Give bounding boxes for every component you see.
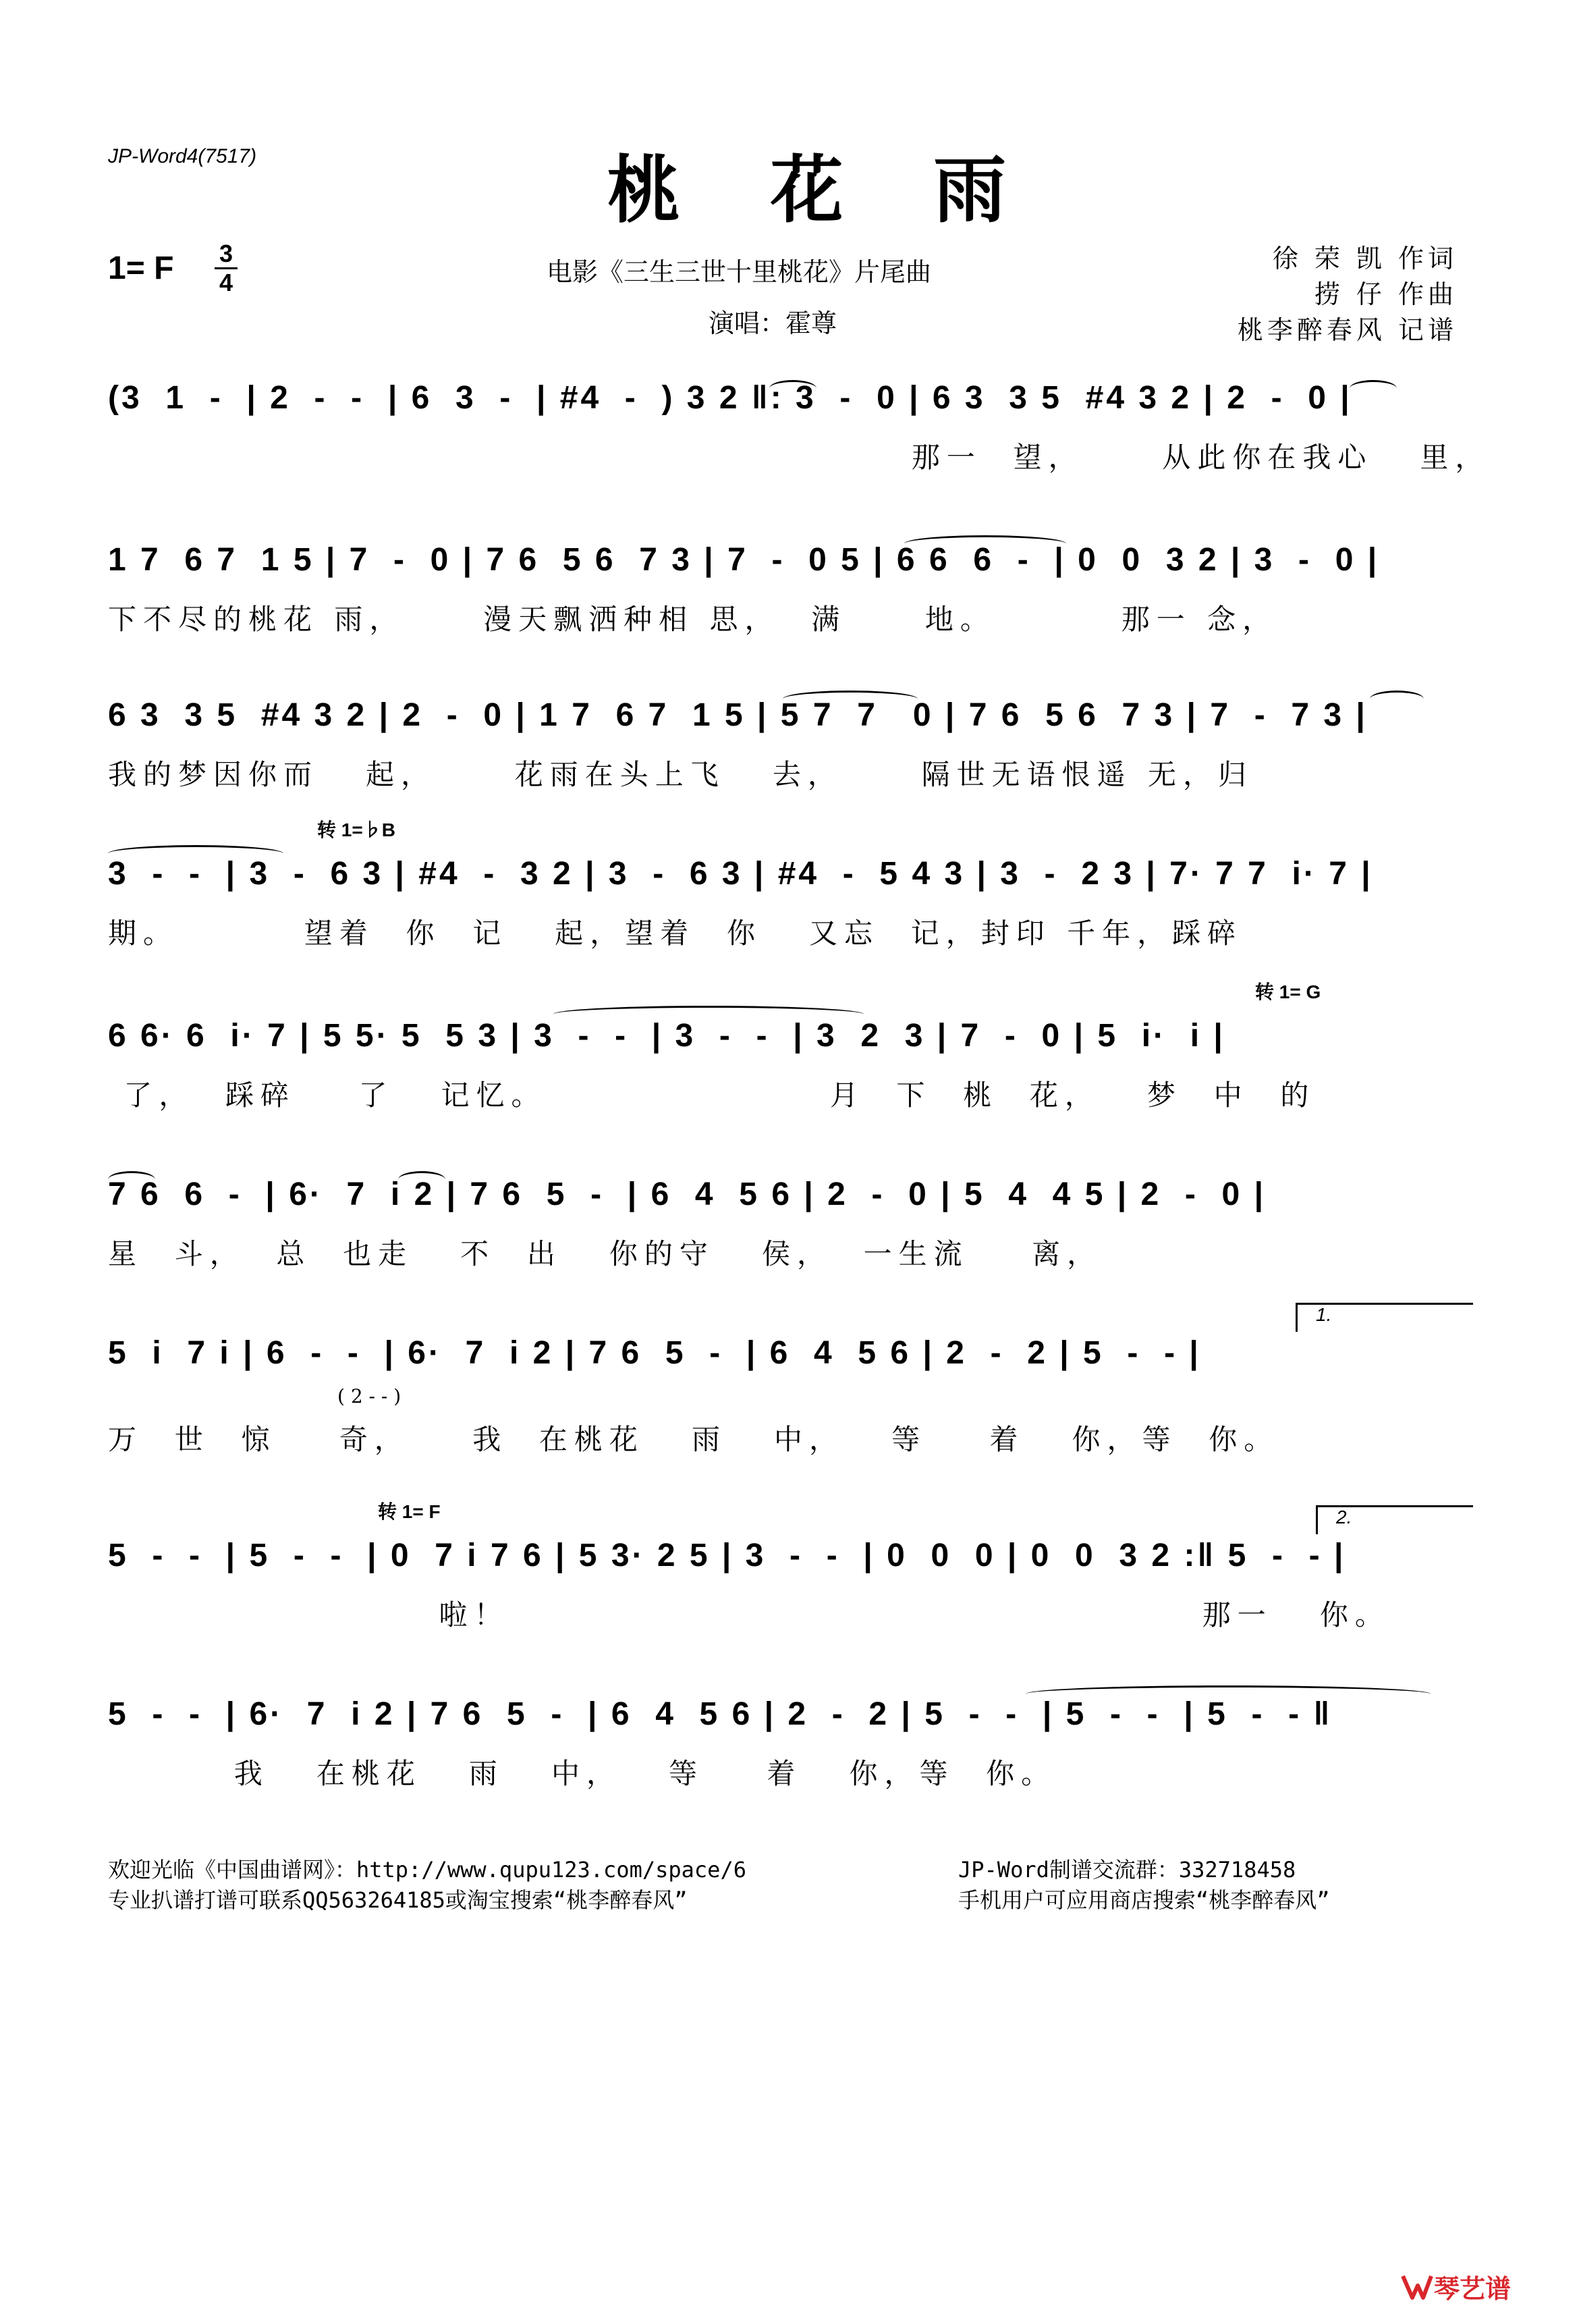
lyric-line: 星 斗， 总 也走 不 出 你的守 侯， 一生流 离， [108, 1237, 1103, 1270]
footer-mobile: 手机用户可应用商店搜索“桃李醉春风” [958, 1887, 1330, 1913]
key-signature: 1= F [108, 250, 174, 286]
logo-text: 琴艺谱 [1434, 2274, 1512, 2304]
first-ending-label: 1. [1316, 1304, 1332, 1325]
tie-arc [1026, 1685, 1431, 1702]
time-top: 3 [219, 240, 233, 267]
lyric-line: 啦！ 那一 你。 [108, 1598, 1390, 1631]
tie-arc [553, 1006, 864, 1023]
notation-line: 5 - - | 5 - - | 0 7 i 7 6 | 5 3· 2 5 | 3 - - | 0 0 0 | 0 0 3 2 :‖ 5 - - | [108, 1538, 1346, 1573]
tie-arc [1370, 691, 1424, 707]
footer-website: 欢迎光临《中国曲谱网》：http://www.qupu123.com/space/6 [108, 1857, 746, 1883]
page-title: 桃 花 雨 [607, 148, 1039, 233]
lyric-line: 了， 踩碎 了 记忆。 月 下 桃 花， 梦 中 的 [108, 1079, 1316, 1112]
footer-contact: 专业扒谱打谱可联系QQ563264185或淘宝搜索“桃李醉春风” [108, 1887, 688, 1913]
notation-line: 6 6· 6 i· 7 | 5 5· 5 5 3 | 3 - - | 3 - - | 3 2 3 | 7 - 0 | 5 i· i | [108, 1018, 1225, 1054]
lyric-line: 下不尽的桃花 雨， 漫天飘洒种相 思， 满 地。 那一 念， [108, 603, 1278, 636]
notation-line: 3 - - | 3 - 6 3 | #4 - 3 2 | 3 - 6 3 | #4 - 5 4 3 | 3 - 2 3 | 7· 7 7 i· 7 | [108, 856, 1373, 892]
notation-line: 7 6 6 - | 6· 7 i 2 | 7 6 5 - | 6 4 5 6 | 2 - 0 | 5 4 4 5 | 2 - 0 | [108, 1177, 1266, 1212]
second-ending-label: 2. [1336, 1507, 1352, 1528]
score-system-7 [108, 1304, 1471, 1458]
notation-line: 5 i 7 i | 6 - - | 6· 7 i 2 | 7 6 5 - | 6 4 5 6 | 2 - 2 | 5 - - | [108, 1335, 1201, 1371]
score-system-6 [108, 1164, 1471, 1272]
transcriber-credit: 桃李醉春风 记谱 [1237, 315, 1458, 345]
score-system-9 [108, 1684, 1471, 1792]
footer-group: JP-Word制谱交流群：332718458 [958, 1857, 1296, 1883]
brand-logo [1400, 2268, 1511, 2305]
lyric-line: 我的梦因你而 起， 花雨在头上飞 去， 隔世无语恨遥 无，归 [108, 758, 1253, 791]
notation-line: (3 1 - | 2 - - | 6 3 - | #4 - ) 3 2 ‖: 3 - 0 | 6 3 3 5 #4 3 2 | 2 - 0 | [108, 380, 1352, 416]
score-system-1 [108, 368, 1491, 476]
score-system-2 [108, 530, 1471, 638]
score-system-3 [108, 685, 1471, 793]
subtitle: 电影《三生三世十里桃花》片尾曲 [547, 257, 932, 287]
modulation-label: 转 1= G [1255, 981, 1321, 1002]
notation-line: 5 - - | 6· 7 i 2 | 7 6 5 - | 6 4 5 6 | 2 - 2 | 5 - - | 5 - - | 5 - - ‖ [108, 1696, 1333, 1732]
software-label: JP-Word4(7517) [108, 145, 257, 167]
lyricist-credit: 徐 荣 凯 作词 [1272, 244, 1458, 273]
lyric-line: 我 在桃花 雨 中， 等 着 你，等 你。 [108, 1757, 1057, 1790]
slur-arc [783, 691, 918, 707]
tie-arc [108, 845, 283, 862]
logo-icon [1400, 2272, 1434, 2302]
notation-line: 6 3 3 5 #4 3 2 | 2 - 0 | 1 7 6 7 1 5 | 5 7 7 0 | 7 6 5 6 7 3 | 7 - 7 3 | [108, 697, 1368, 733]
alternate-bass-line: ( 2 - - ) [337, 1385, 401, 1407]
lyric-line: 万 世 惊 奇， 我 在桃花 雨 中， 等 着 你，等 你。 [108, 1423, 1279, 1456]
lyric-line: 那一 望， 从此你在我心 里， [108, 441, 1491, 474]
notation-line: 1 7 6 7 1 5 | 7 - 0 | 7 6 5 6 7 3 | 7 - 0 5 | 6 6 6 - | 0 0 3 2 | 3 - 0 | [108, 542, 1380, 578]
score-system-8 [108, 1501, 1471, 1633]
singer: 演唱：霍尊 [709, 308, 837, 338]
composer-credit: 捞 仔 作曲 [1314, 279, 1458, 309]
slur-arc [108, 1171, 155, 1188]
modulation-label: 转 1=♭B [317, 819, 395, 840]
slur-arc [398, 1171, 445, 1188]
time-signature [215, 242, 238, 295]
slur-arc [904, 535, 1066, 552]
tie-arc [1350, 380, 1397, 397]
tie-arc [769, 380, 816, 397]
modulation-label: 转 1= F [378, 1501, 441, 1522]
score-system-4 [108, 819, 1471, 952]
score-system-5 [108, 981, 1471, 1114]
lyric-line: 期。 望着 你 记 起，望着 你 又忘 记，封印 千年，踩碎 [108, 917, 1243, 950]
time-bottom: 4 [219, 269, 233, 296]
